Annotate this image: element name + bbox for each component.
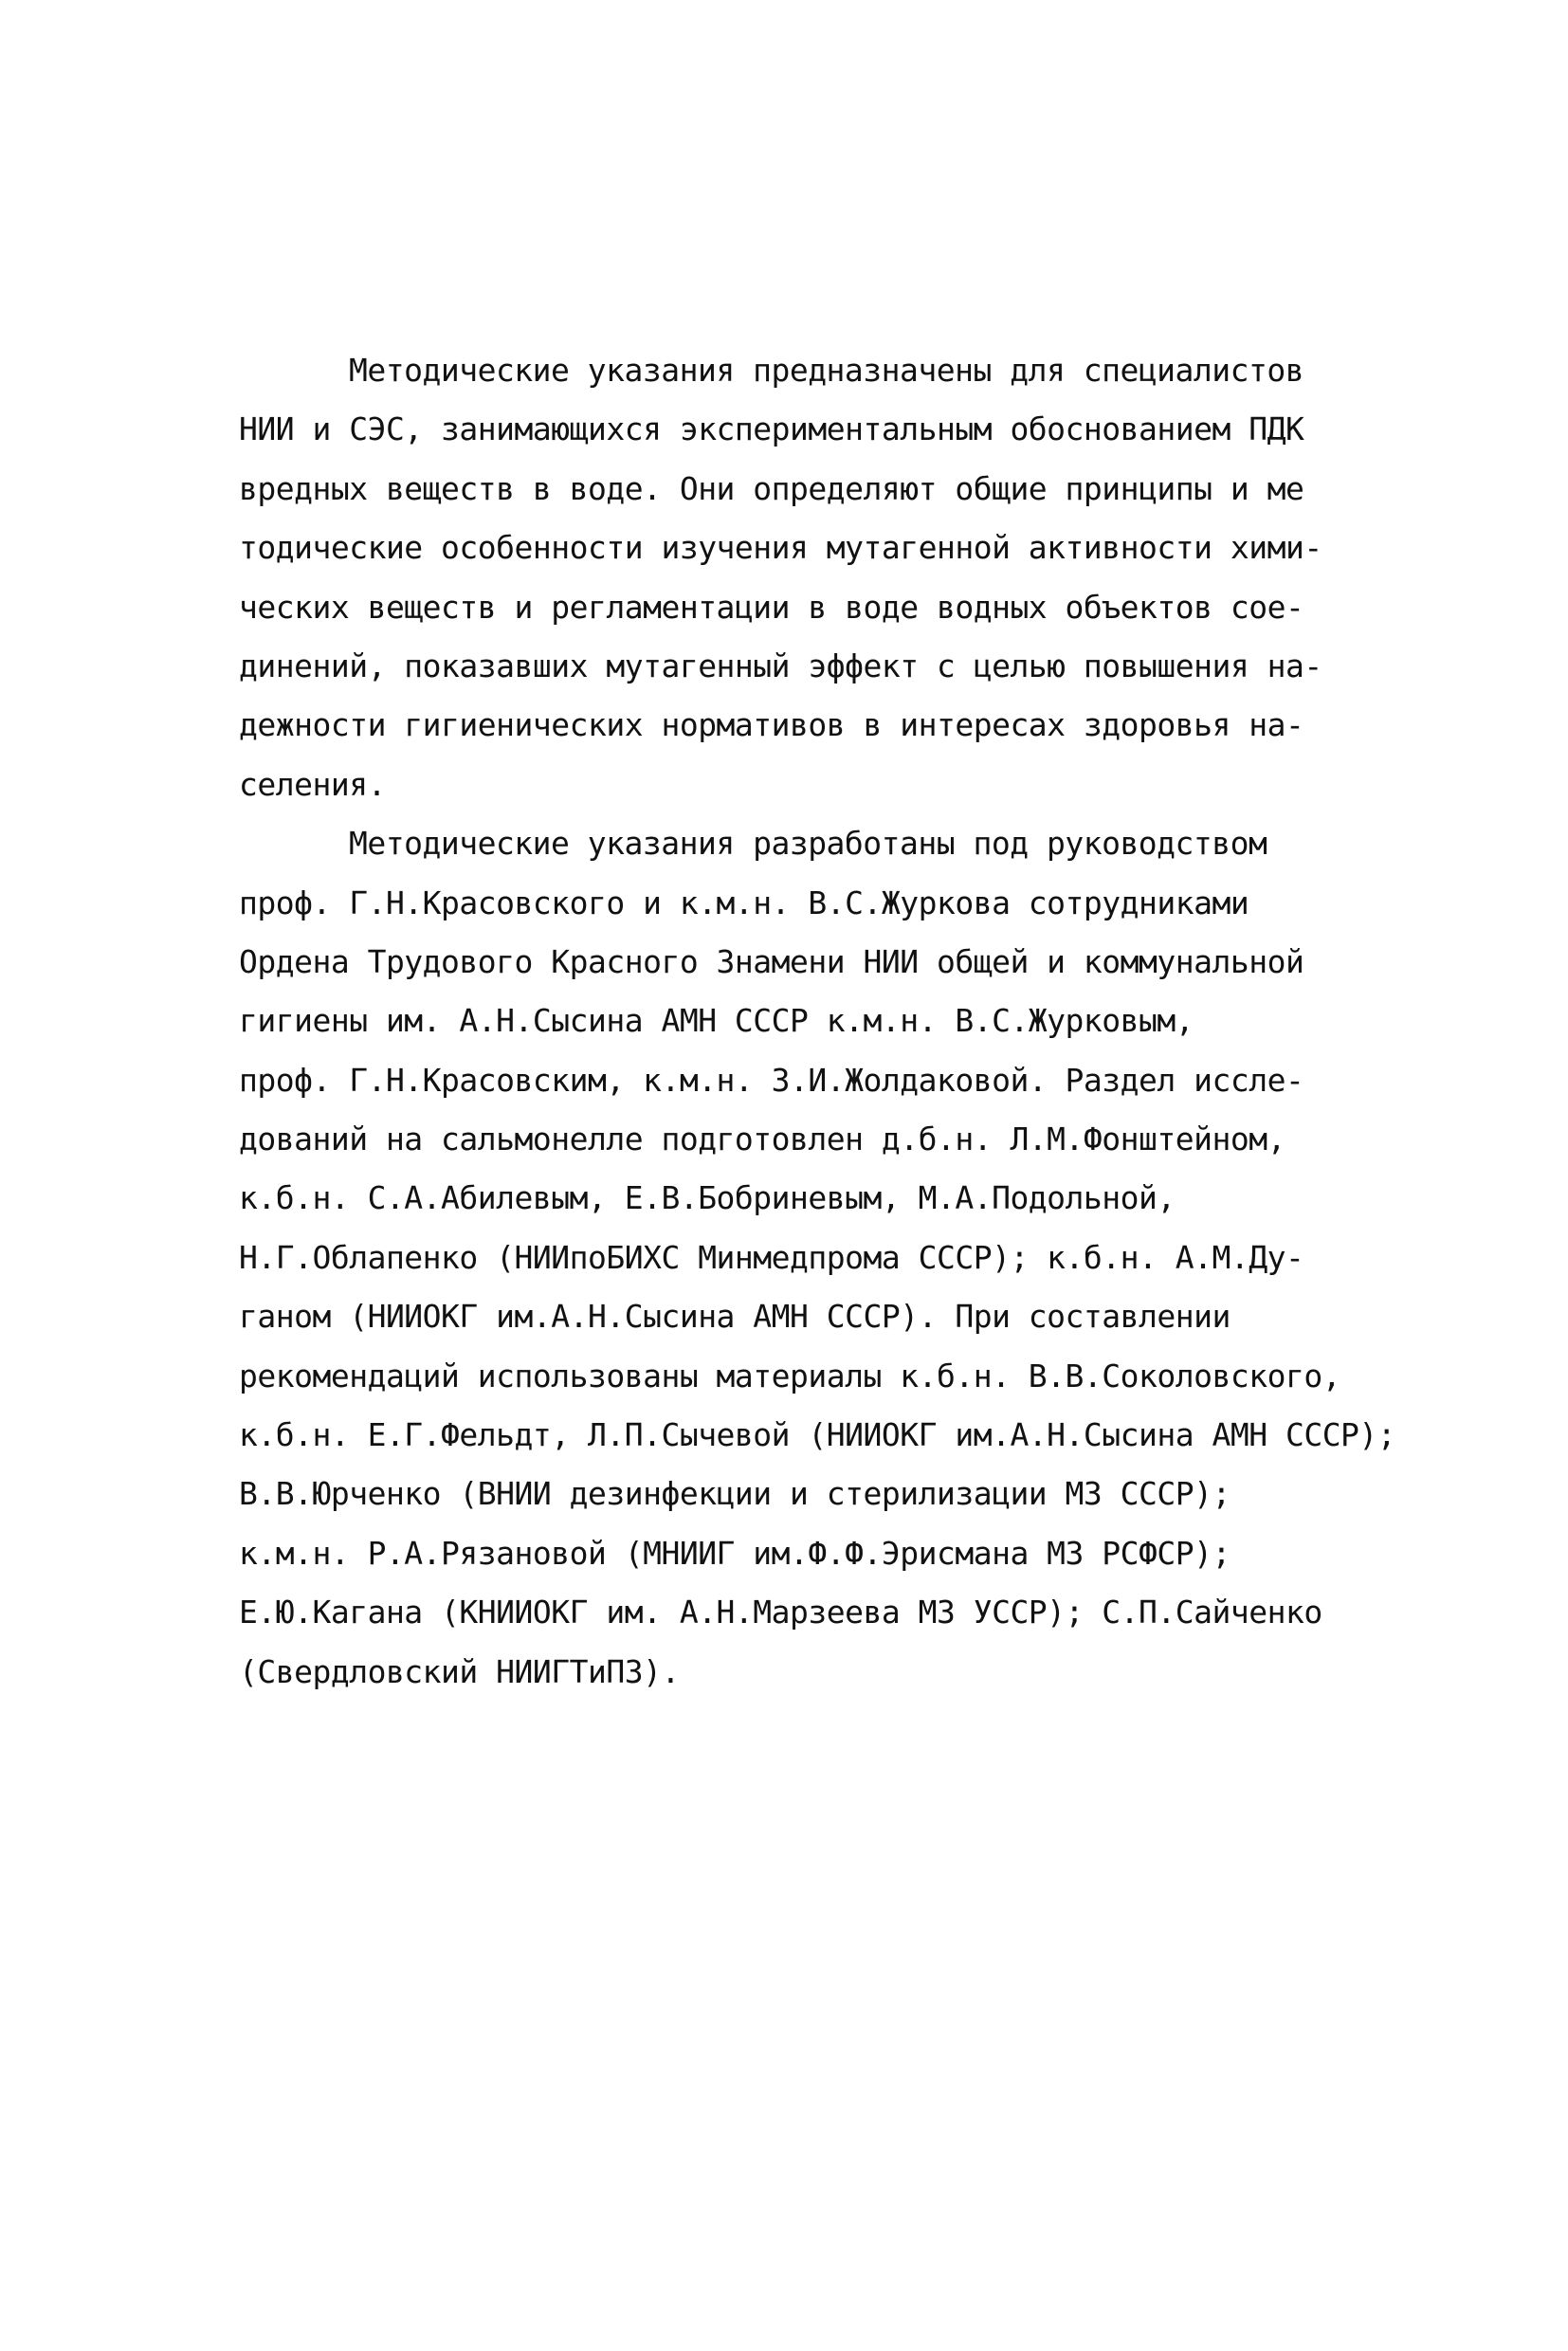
paragraph-purpose <box>239 341 1414 814</box>
text-line: вредных веществ в воде. Они определяют общие принципы и ме <box>239 469 1304 507</box>
text-line: Методические указания разработаны под руководством <box>349 825 1267 863</box>
text-line: НИИ и СЭС, занимающихся экспериментальным обоснованием ПДК <box>239 410 1304 448</box>
text-line: Ордена Трудового Красного Знамени НИИ общей и коммунальной <box>239 942 1304 980</box>
text-line: В.В.Юрченко (ВНИИ дезинфекции и стерилизации МЗ СССР); <box>239 1475 1231 1513</box>
text-line: ческих веществ и регламентации в воде водных объектов сое- <box>239 588 1304 626</box>
text-line: рекомендаций использованы материалы к.б.н. В.В.Соколовского, <box>239 1357 1341 1394</box>
text-line: ганом (НИИОКГ им.А.Н.Сысина АМН СССР). При составлении <box>239 1298 1231 1336</box>
text-line: динений, показавших мутагенный эффект с целью повышения на- <box>239 647 1322 684</box>
text-line: проф. Г.Н.Красовским, к.м.н. З.И.Жолдаковой. Раздел иссле- <box>239 1061 1304 1099</box>
text-line: дований на сальмонелле подготовлен д.б.н. Л.М.Фонштейном, <box>239 1121 1285 1158</box>
text-line: Методические указания предназначены для специалистов <box>349 352 1304 389</box>
text-line: селения. <box>239 765 386 803</box>
text-line: (Свердловский НИИГТиПЗ). <box>239 1652 680 1690</box>
text-line: проф. Г.Н.Красовского и к.м.н. В.С.Журкова сотрудниками <box>239 884 1249 921</box>
text-line: к.б.н. С.А.Абилевым, Е.В.Бобриневым, М.А.Подольной, <box>239 1179 1176 1217</box>
paragraph-authors <box>239 814 1414 1702</box>
text-line: дежности гигиенических нормативов в интересах здоровья на- <box>239 706 1304 744</box>
text-line: к.м.н. Р.А.Рязановой (МНИИГ им.Ф.Ф.Эрисмана МЗ РСФСР); <box>239 1534 1231 1572</box>
text-line: Н.Г.Облапенко (НИИпоБИХС Минмедпрома СССР); к.б.н. А.М.Ду- <box>239 1238 1304 1276</box>
text-line: Е.Ю.Кагана (КНИИОКГ им. А.Н.Марзеева МЗ УССР); С.П.Сайченко <box>239 1594 1322 1631</box>
text-line: к.б.н. Е.Г.Фельдт, Л.П.Сычевой (НИИОКГ им.А.Н.Сысина АМН СССР); <box>239 1416 1396 1454</box>
text-line: тодические особенности изучения мутагенной активности хими- <box>239 529 1322 567</box>
document-body <box>239 341 1414 1702</box>
text-line: гигиены им. А.Н.Сысина АМН СССР к.м.н. В.С.Журковым, <box>239 1002 1194 1040</box>
